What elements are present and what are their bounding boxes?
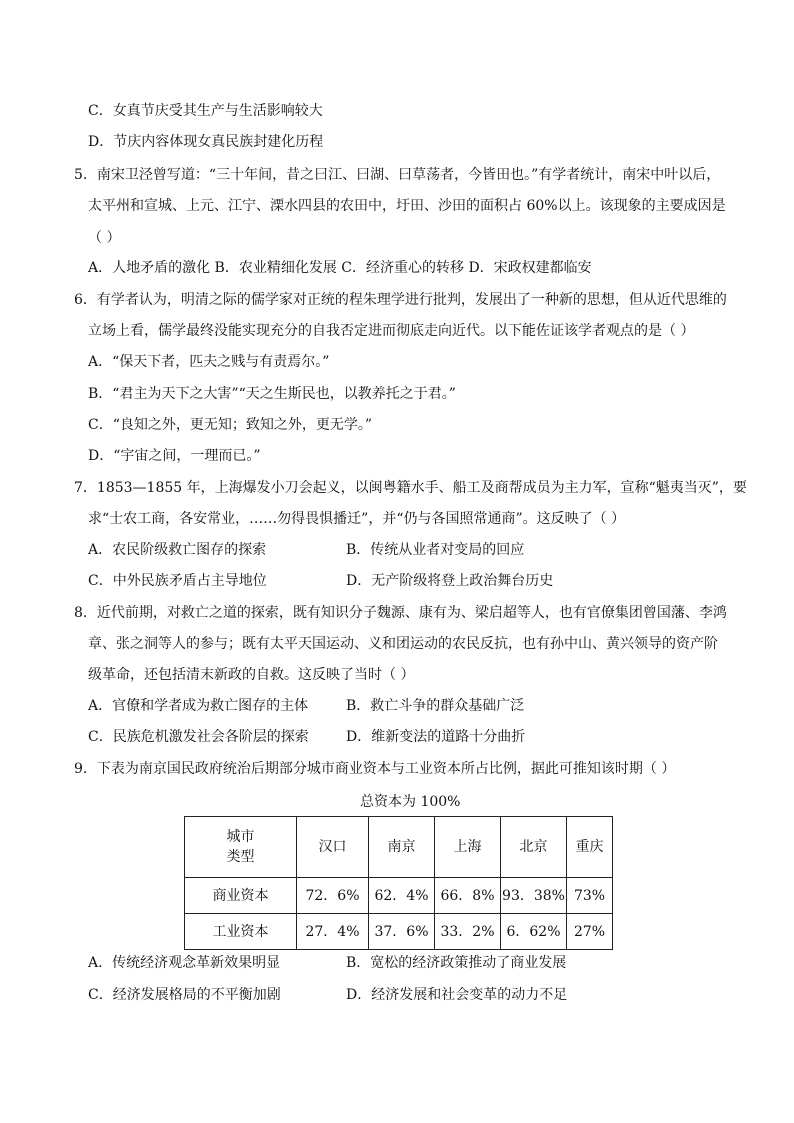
question-6-stem-cont: 立场上看，儒学最终没能实现充分的自我否定进而彻底走向近代。以下能佐证该学者观点的是（ ） (88, 323, 695, 339)
table-cell: 62．4% (369, 878, 435, 914)
question-8-option-d: D．维新变法的道路十分曲折 (346, 729, 526, 745)
question-5-stem: 5．南宋卫泾曾写道：“三十年间，昔之曰江、曰湖、曰草荡者，今皆田也。”有学者统计，南宋中叶以后， (74, 167, 721, 183)
question-6-option-a: A．“保天下者，匹夫之贱与有责焉尔。” (88, 354, 330, 370)
table-cell: 27．4% (297, 914, 369, 950)
question-8-option-c: C．民族危机激发社会各阶层的探索 (88, 729, 309, 745)
question-9-option-d: D．经济发展和社会变革的动力不足 (346, 987, 568, 1003)
question-8-stem-cont-1: 章、张之洞等人的参与；既有太平天国运动、义和团运动的农民反抗，也有孙中山、黄兴领导的资产阶 (88, 636, 718, 652)
header-city: 重庆 (567, 817, 613, 878)
option-c: C．女真节庆受其生产与生活影响较大 (88, 103, 323, 119)
question-8-stem: 8．近代前期，对救亡之道的探索，既有知识分子魏源、康有为、梁启超等人，也有官僚集团曾国藩、李鸿 (74, 605, 727, 621)
row-label: 商业资本 (185, 878, 297, 914)
corner-label-type: 类型 (226, 849, 255, 865)
question-7-stem-cont: 求“士农工商，各安常业，……勿得畏惧播迁”，并“仍与各国照常通商”。这反映了（ ） (88, 511, 626, 527)
table-header-row (185, 817, 613, 878)
question-7-stem: 7．1853—1855 年，上海爆发小刀会起义，以闽粤籍水手、船工及商帮成员为主力军，宣称“魁夷当灭”，要 (74, 480, 747, 496)
question-7-option-c: C．中外民族矛盾占主导地位 (88, 573, 267, 589)
question-5-stem-cont: 太平州和宣城、上元、江宁、溧水四县的农田中，圩田、沙田的面积占 60%以上。该现象的主要成因是 (88, 198, 726, 214)
header-city: 汉口 (297, 817, 369, 878)
table-cell: 73% (567, 878, 613, 914)
header-city: 上海 (435, 817, 501, 878)
header-city: 北京 (501, 817, 567, 878)
question-5-options: A．人地矛盾的激化 B．农业精细化发展 C．经济重心的转移 D．宋政权建都临安 (88, 260, 592, 276)
question-5-answer-blank: （ ） (88, 230, 121, 246)
table-cell: 66．8% (435, 878, 501, 914)
question-8-option-b: B．救亡斗争的群众基础广泛 (346, 698, 525, 714)
table-cell: 27% (567, 914, 613, 950)
question-6-option-b: B．“君主为天下之大害”“天之生斯民也，以教养托之于君。” (88, 386, 456, 402)
corner-label-city: 城市 (226, 829, 255, 845)
question-9-option-c: C．经济发展格局的不平衡加剧 (88, 987, 281, 1003)
question-9-option-a: A．传统经济观念革新效果明显 (88, 955, 281, 971)
question-8-option-a: A．官僚和学者成为救亡图存的主体 (88, 698, 309, 714)
table-row (185, 878, 613, 914)
header-city: 南京 (369, 817, 435, 878)
question-7-option-d: D．无产阶级将登上政治舞台历史 (346, 573, 554, 589)
table-cell: 33．2% (435, 914, 501, 950)
question-6-option-c: C．“良知之外，更无知；致知之外，更无学。” (88, 417, 373, 433)
question-7-option-a: A．农民阶级救亡图存的探索 (88, 542, 267, 558)
table-row (185, 914, 613, 950)
capital-ratio-table (184, 816, 613, 950)
option-d: D．节庆内容体现女真民族封建化历程 (88, 134, 324, 150)
question-8-stem-cont-2: 级革命，还包括清末新政的自救。这反映了当时（ ） (88, 667, 415, 683)
question-6-option-d: D．“宇宙之间，一理而已。” (88, 448, 261, 464)
question-6-stem: 6．有学者认为，明清之际的儒学家对正统的程朱理学进行批判，发展出了一种新的思想，但从近代思维的 (74, 292, 727, 308)
table-cell: 6．62% (501, 914, 567, 950)
table-cell: 37．6% (369, 914, 435, 950)
table-cell: 72．6% (297, 878, 369, 914)
table-corner-cell (185, 817, 297, 878)
row-label: 工业资本 (185, 914, 297, 950)
question-9-stem: 9．下表为南京国民政府统治后期部分城市商业资本与工业资本所占比例，据此可推知该时期（ ） (74, 761, 676, 777)
table-cell: 93．38% (501, 878, 567, 914)
question-9-option-b: B．宽松的经济政策推动了商业发展 (346, 955, 567, 971)
question-7-option-b: B．传统从业者对变局的回应 (346, 542, 525, 558)
table-caption: 总资本为 100% (360, 794, 461, 810)
